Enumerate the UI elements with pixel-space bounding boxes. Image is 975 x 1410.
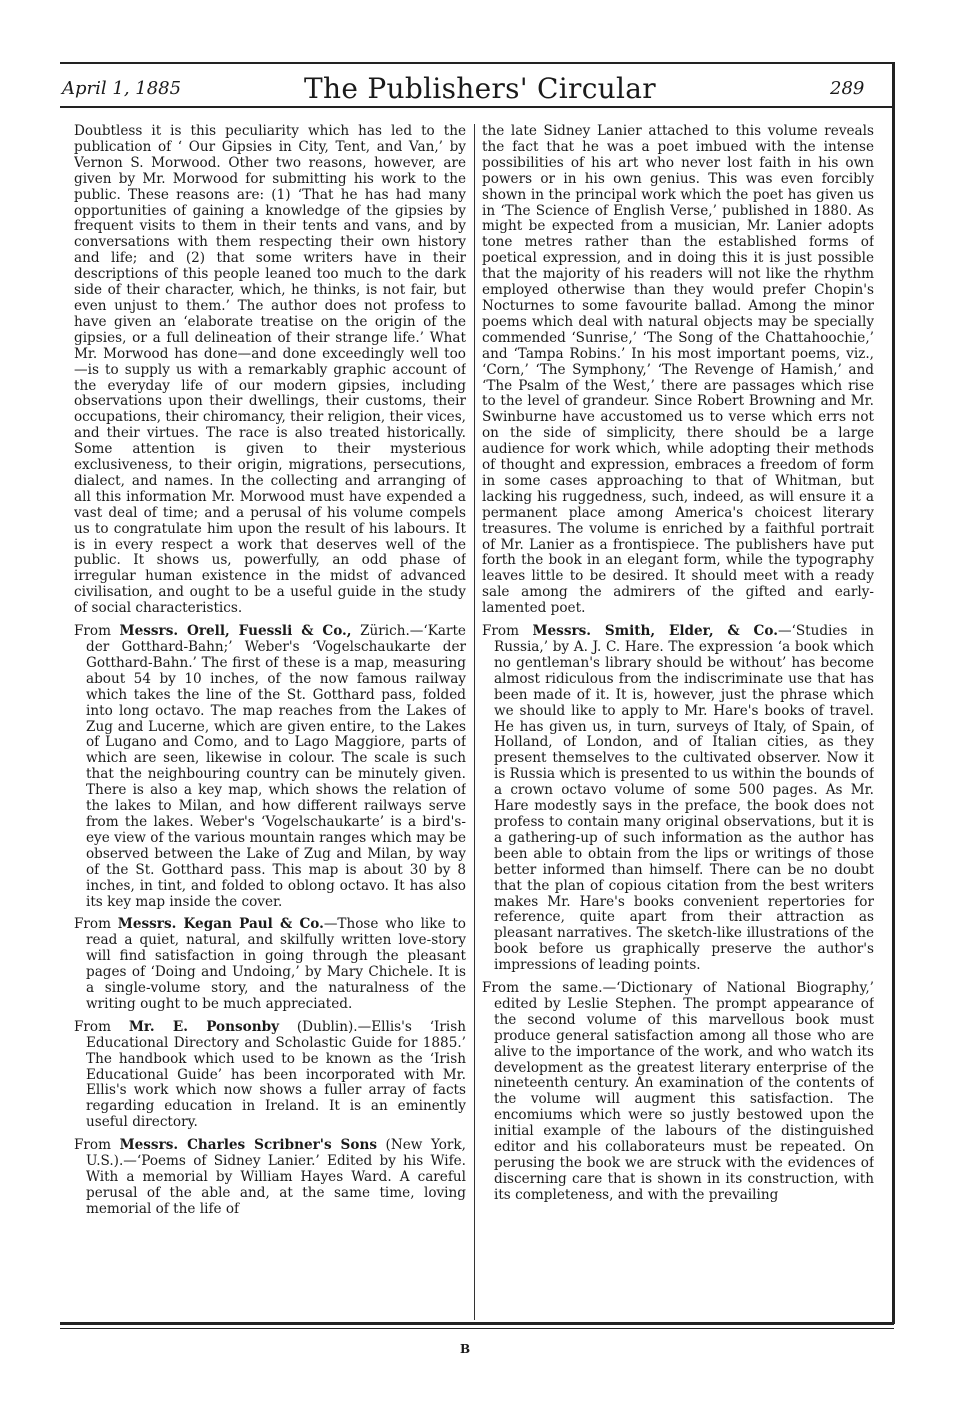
entry-lead: From [74, 916, 112, 933]
page-number: 289 [830, 78, 865, 99]
entry-lead: From [74, 623, 112, 640]
entry-lead: From the same. [482, 980, 603, 997]
bottom-rule [60, 1322, 894, 1325]
right-column [482, 124, 874, 1320]
entry-text: Zürich.—‘Karte der Gotthard-Bahn;’ Weber's ‘Vogelschaukarte der Gotthard-Bahn.’ The first of these is a map, measuring about 54 by 10 inches, of the now famous railway which takes the line of the St. Gotthard pass, folded into long octavo. The map reaches from the Lakes of Zug and Lucerne, which are given entire, to the Lakes of Lugano and Como, and to Lago Maggiore, parts of which are seen, likewise in colour. The scale is such that the neighbouring country can be minutely given. There is also a key map, which shows the relation of the lakes to Milan, and how different railways serve from the lakes. Weber's ‘Vogelschaukarte’ is a bird's-eye view of the various mountain ranges which may be observed between the Lake of Zug and Milan, by way of the St. Gotthard pass. This map is about 30 by 8 inches, in tint, and folded to oblong octavo. It has also its key map inside the cover. [86, 623, 466, 910]
right-border-rule [892, 62, 895, 1324]
review-paragraph: the late Sidney Lanier attached to this volume reveals the fact that he was a poet imbued with the intense possibilities of his art who never lost faith in his own powers or in his own genius. This was even forcibly shown in the principal work which the poet has given us in ‘The Science of English Verse,’ published in 1880. As might be expected from a musician, Mr. Lanier adopts tone metres rather than the established forms of poetical expression, and in doing this it is just possible that the majority of his readers will not like the rhythm employed otherwise than they would prefer Chopin's Nocturnes to some favourite ballad. Among the minor poems which deal with natural objects may be specially commended ‘Sunrise,’ ‘The Song of the Chattahoochie,’ and ‘Tampa Robins.’ In his most important poems, viz., ‘Corn,’ ‘The Symphony,’ ‘The Revenge of Hamish,’ and ‘The Psalm of the West,’ there are passages which rise to the level of grandeur. Since Robert Browning and Mr. Swinburne have accustomed us to verse which errs not on the side of simplicity, there should be a large audience for work which, while adopting their methods of thought and expression, embraces a freedom of form in some cases approaching to that of Whitman, but lacking his ruggedness, such, indeed, as will ensure it a permanent place among America's choicest literary treasures. The volume is enriched by a faithful portrait of Mr. Lanier as a frontispiece. The publishers have put forth the book in an elegant form, while the typography leaves little to be desired. It should meet with a ready sale among the admirers of the gifted and early-lamented poet. [482, 124, 874, 617]
entry-text: (Dublin).—Ellis's ‘Irish Educational Directory and Scholastic Guide for 1885.’ The handbook which used to be known as the ‘Irish Educational Guide’ has been incorporated with Mr. Ellis's work which now shows a fuller array of facts regarding education in Ireland. It is an eminently useful directory. [86, 1018, 466, 1131]
entry-lead: From [74, 1018, 112, 1035]
publisher-name: Messrs. Orell, Fuessli & Co., [119, 623, 352, 640]
entry-lead: From [74, 1137, 112, 1154]
review-paragraph: Doubtless it is this peculiarity which has led to the publication of ‘ Our Gipsies in City, Tent, and Van,’ by Vernon S. Morwood. Other two reasons, however, are given by Mr. Morwood for submitting his work to the public. These reasons are: (1) ‘That he has had many opportunities of gaining a knowledge of the gipsies by frequent visits to them in their tents and vans, and by conversations with them respecting their own history and life; and (2) that some writers have in their descriptions of this people leaned too much to the dark side of their character, which, he thinks, is not fair, but even unjust to them.’ The author does not profess to have given an ‘elaborate treatise on the origin of the gipsies, or a full delineation of their strange life.’ What Mr. Morwood has done—and done exceedingly well too—is to supply us with a remarkably graphic account of the everyday life of our modern gipsies, including observations upon their dwellings, their customs, their occupations, their chiromancy, their religion, their vices, and their virtues. The race is also treated historically. Some attention is given to their mysterious exclusiveness, to their origin, migrations, persecutions, dialect, and names. In the collecting and arranging of all this information Mr. Morwood must have expended a vast deal of time; and a perusal of his volume compels us to congratulate him upon the result of his labours. It is in every respect a work that deserves well of the public. It shows us, powerfully, an odd phase of irregular human existence in the midst of advanced civilisation, and ought to be a useful guide in the study of social characteristics. [74, 124, 466, 617]
review-entry-orell-fuessli [74, 624, 466, 910]
review-entry-kegan-paul [74, 917, 466, 1012]
entry-text: —‘Dictionary of National Biography,’ edited by Leslie Stephen. The prompt appearance of the second volume of this marvellous book must produce general satisfaction among all those who are alive to the importance of the work, and who watch its development as the greatest literary enterprise of the nineteenth century. An examination of the contents of the volume will augment this satisfaction. The encomiums which were so justly bestowed upon the initial example of the labours of the distinguished editor and his collaborateurs must be repeated. On perusing the book we are struck with the evidences of discerning care that is shown in its construction, with its completeness, and with the prevailing [494, 980, 874, 1203]
header-rule [60, 106, 894, 108]
publisher-name: Messrs. Smith, Elder, & Co. [532, 623, 778, 640]
entry-text: (New York, U.S.).—‘Poems of Sidney Lanier.’ Edited by his Wife. With a memorial by William Hayes Ward. A careful perusal of the able and, at the same time, loving memorial of the life of [86, 1137, 466, 1217]
running-title: The Publishers' Circular [304, 72, 656, 105]
review-entry-ponsonby [74, 1020, 466, 1131]
entry-lead: From [482, 623, 520, 640]
publisher-name: Messrs. Charles Scribner's Sons [119, 1137, 377, 1154]
review-entry-scribner [74, 1138, 466, 1218]
entry-text: —Those who like to read a quiet, natural, and skilfully written love-story will find satisfaction in going through the pleasant pages of ‘Doing and Undoing,’ by Mary Chichele. It is a single-volume story, and the naturalness of the writing ought to be much appreciated. [86, 916, 466, 1012]
column-divider [474, 124, 475, 1320]
review-entry-smith-elder [482, 624, 874, 974]
signature-mark: B [460, 1342, 471, 1356]
entry-text: —‘Studies in Russia,’ by A. J. C. Hare. The expression ‘a book which no gentleman's library should be without’ has become almost ridiculous from the indiscriminate use that has been made of it. It is, however, just the phrase which we should like to apply to Mr. Hare's books of travel. He has given us, in turn, surveys of Italy, of Spain, of Holland, of London, and of Italian cities, as they present themselves to the cultivated observer. Now it is Russia which is presented to us within the bounds of a crown octavo volume of some 500 pages. As Mr. Hare modestly says in the preface, the book does not profess to contain many original observations, but it is a gathering-up of such information as the author has been able to obtain from the lips or writings of those better informed than himself. There can be no doubt that the plan of copious citation from the best writers makes Mr. Hare's books convenient repertories for reference, quite apart from their attraction as pleasant narratives. The sketch-like illustrations of the book before us graphically preserve the author's impressions of leading points. [494, 623, 874, 974]
left-column [74, 124, 466, 1320]
publisher-name: Mr. E. Ponsonby [128, 1018, 280, 1035]
top-rule [60, 62, 894, 64]
bottom-rule-thin [60, 1328, 894, 1329]
running-date: April 1, 1885 [62, 78, 182, 99]
review-entry-same-publisher [482, 981, 874, 1204]
publisher-name: Messrs. Kegan Paul & Co. [117, 916, 324, 933]
